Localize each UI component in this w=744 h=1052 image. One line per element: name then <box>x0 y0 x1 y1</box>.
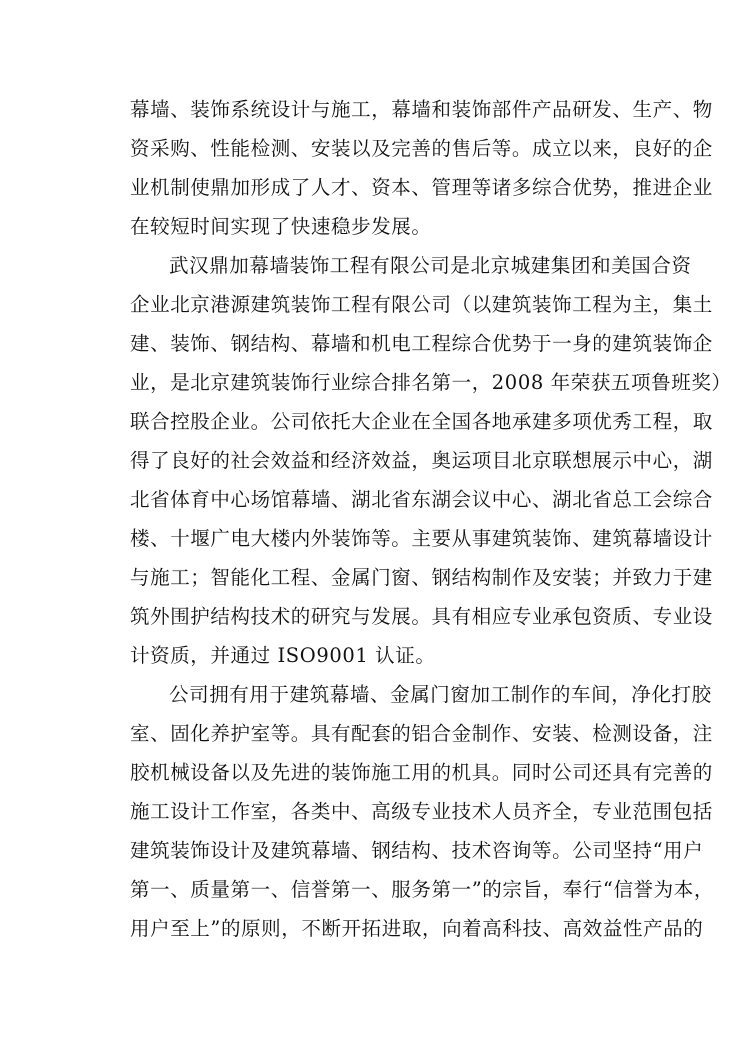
text-line: 在较短时间实现了快速稳步发展。 <box>130 215 432 238</box>
text-line: 胶机械设备以及先进的装饰施工用的机具。同时公司还具有完善的 <box>130 761 713 784</box>
text-line: 筑外围护结构技术的研究与发展。具有相应专业承包资质、专业设 <box>130 605 713 628</box>
text-line: 业机制使鼎加形成了人才、资本、管理等诸多综合优势，推进企业 <box>130 176 713 199</box>
text-line: 计资质，并通过 ISO9001 认证。 <box>130 644 436 667</box>
text-line: 用户至上”的原则，不断开拓进取，向着高科技、高效益性产品的 <box>130 917 704 940</box>
text-line: 企业北京港源建筑装饰工程有限公司（以建筑装饰工程为主，集土 <box>130 293 713 316</box>
text-line: 北省体育中心场馆幕墙、湖北省东湖会议中心、湖北省总工会综合 <box>130 488 713 511</box>
text-line: 施工设计工作室，各类中、高级专业技术人员齐全，专业范围包括 <box>130 800 713 823</box>
text-line: 资采购、性能检测、安装以及完善的售后等。成立以来，良好的企 <box>130 137 713 160</box>
text-line: 第一、质量第一、信誉第一、服务第一”的宗旨，奉行“信誉为本， <box>130 878 714 901</box>
text-line: 建筑装饰设计及建筑幕墙、钢结构、技术咨询等。公司坚持“用户 <box>130 839 704 862</box>
text-line: 楼、十堰广电大楼内外装饰等。主要从事建筑装饰、建筑幕墙设计 <box>130 527 713 550</box>
text-line: 业，是北京建筑装饰行业综合排名第一，2008 年荣获五项鲁班奖） <box>130 371 732 394</box>
text-line: 得了良好的社会效益和经济效益，奥运项目北京联想展示中心，湖 <box>130 449 713 472</box>
text-line: 与施工；智能化工程、金属门窗、钢结构制作及安装；并致力于建 <box>130 566 713 589</box>
text-line: 建、装饰、钢结构、幕墙和机电工程综合优势于一身的建筑装饰企 <box>130 332 713 355</box>
text-line: 室、固化养护室等。具有配套的铝合金制作、安装、检测设备，注 <box>130 722 713 745</box>
text-line: 公司拥有用于建筑幕墙、金属门窗加工制作的车间，净化打胶 <box>169 683 712 706</box>
text-line: 联合控股企业。公司依托大企业在全国各地承建多项优秀工程，取 <box>130 410 713 433</box>
text-line: 幕墙、装饰系统设计与施工，幕墙和装饰部件产品研发、生产、物 <box>130 98 713 121</box>
text-line: 武汉鼎加幕墙装饰工程有限公司是北京城建集团和美国合资 <box>169 254 692 277</box>
